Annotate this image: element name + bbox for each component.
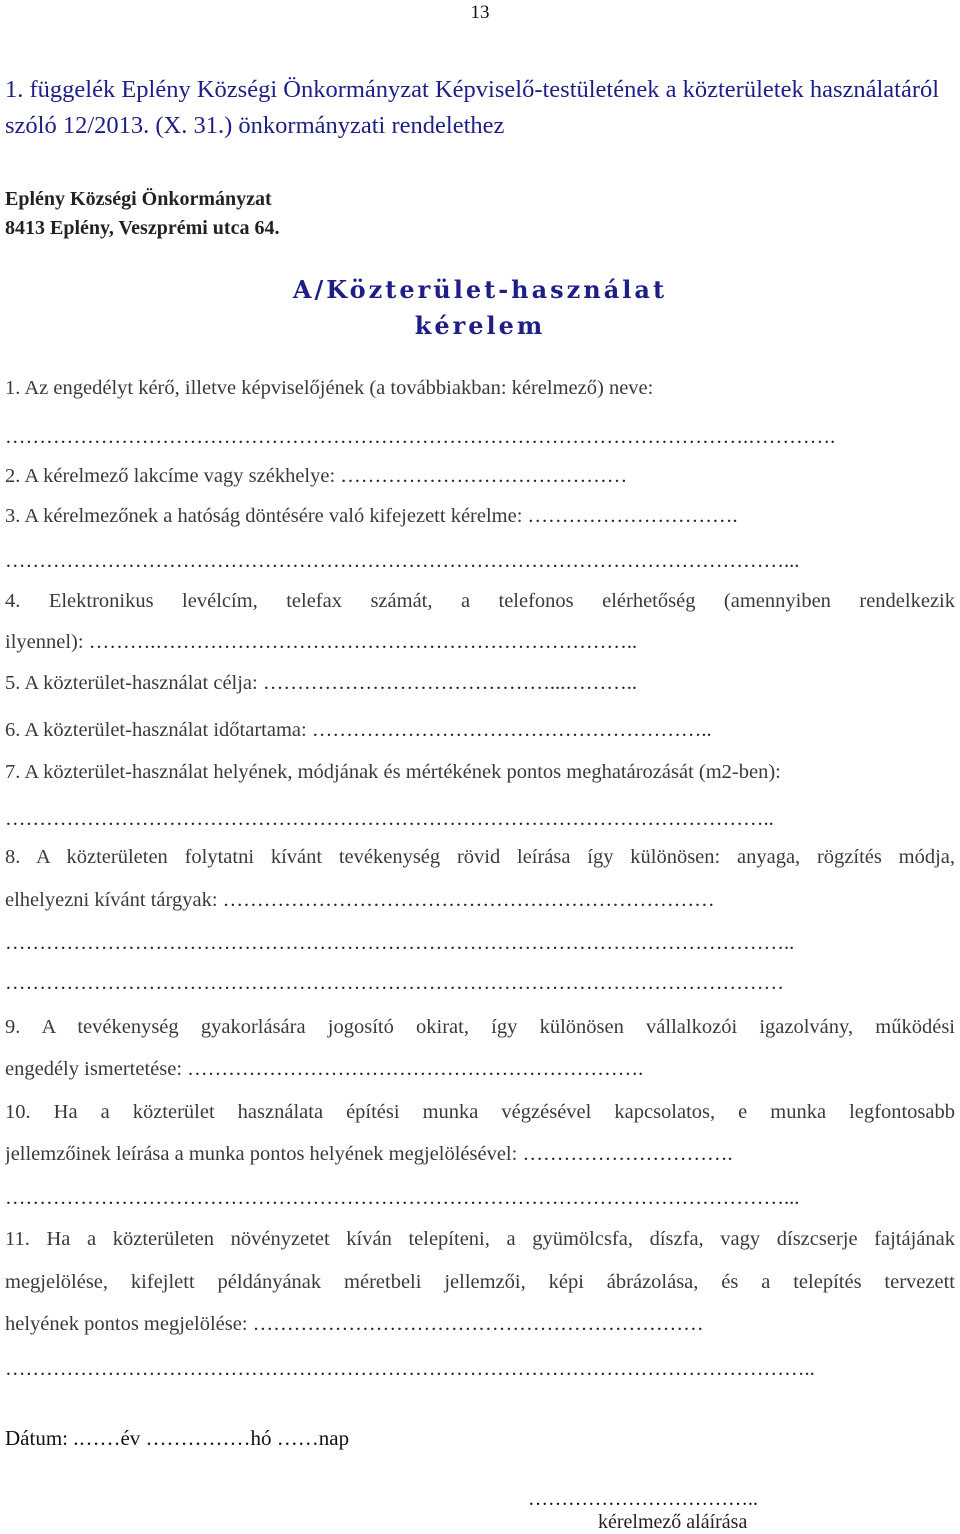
item-10-row [5, 1140, 955, 1168]
municipality-block [5, 185, 279, 243]
item-5-row [5, 669, 955, 697]
item-9-label-cont: engedély ismertetése: [5, 1058, 183, 1080]
item-4-field[interactable]: ……….…………………………………………………………….. [88, 631, 638, 653]
item-8-row [5, 886, 955, 914]
item-6-field[interactable]: ………………………………………………….. [311, 719, 712, 741]
item-11-field-cont[interactable]: ……………………………………………………………………………………………………….. [5, 1358, 815, 1380]
form-title-line1: A/Közterület-használat [292, 275, 668, 304]
item-3-row [5, 502, 955, 530]
item-6-label: 6. A közterület-használat időtartama: [5, 719, 307, 741]
page-number: 13 [470, 2, 490, 23]
form-title [0, 272, 960, 344]
item-1-label: 1. Az engedélyt kérő, illetve képviselőjének (a továbbiakban: kérelmező) neve: [5, 377, 654, 399]
item-10-label: 10. Ha a közterület használata építési munka végzésével kapcsolatos, e munka legfontosabb [5, 1101, 955, 1123]
item-2-field[interactable]: …………………………………… [340, 465, 628, 487]
item-3-field[interactable]: …………………………. [527, 505, 738, 527]
item-4-label-cont: ilyennel): [5, 631, 84, 653]
signature-line[interactable]: …………………………….. [528, 1488, 758, 1510]
item-8-label-cont: elhelyezni kívánt tárgyak: [5, 889, 218, 911]
item-11-row [5, 1310, 955, 1338]
item-3-label: 3. A kérelmezőnek a hatóság döntésére való kifejezett kérelme: [5, 505, 523, 527]
item-11-label: 11. Ha a közterületen növényzetet kíván telepíteni, a gyümölcsfa, díszfa, vagy díszcserje fajtájának [5, 1228, 955, 1250]
item-10-field[interactable]: …………………………. [522, 1143, 733, 1165]
item-11-field[interactable]: ………………………………………………………… [252, 1313, 704, 1335]
item-7-field[interactable]: ………………………………………………………………………………………………….. [5, 808, 774, 830]
item-10-field-cont[interactable]: ……………………………………………………………………………………………………... [5, 1187, 800, 1209]
item-5-field[interactable]: ……………………………………...……….. [262, 672, 637, 694]
form-title-line2: kérelem [414, 311, 546, 340]
appendix-heading: 1. függelék Eplény Községi Önkormányzat Képviselő-testületének a közterületek használatáról szóló 12/2013. (X. 31.) önkormányzati rendelethez [5, 76, 940, 139]
item-11-label-cont: megjelölése, kifejlett példányának méretbeli jellemzői, képi ábrázolása, és a telepítés tervezett [5, 1271, 955, 1293]
item-2-label: 2. A kérelmező lakcíme vagy székhelye: [5, 465, 336, 487]
item-9-label: 9. A tevékenység gyakorlására jogosító okirat, így különösen vállalkozói igazolvány, működési [5, 1016, 955, 1038]
item-8-field-cont[interactable]: …………………………………………………………………………………………………….. [5, 932, 795, 954]
item-2-row [5, 462, 955, 490]
item-9-row [5, 1055, 955, 1083]
item-6-row [5, 716, 955, 744]
item-3-field-cont[interactable]: ……………………………………………………………………………………………………... [5, 550, 800, 572]
item-8-field[interactable]: ……………………………………………………………… [222, 889, 715, 911]
item-11-label-cont2: helyének pontos megjelölése: [5, 1313, 248, 1335]
item-7-label: 7. A közterület-használat helyének, módjának és mértékének pontos meghatározását (m2-ben): [5, 761, 781, 783]
item-4-label: 4. Elektronikus levélcím, telefax számát, a telefonos elérhetőség (amennyiben rendelkezik [5, 590, 955, 612]
municipality-address: 8413 Eplény, Veszprémi utca 64. [5, 217, 280, 239]
item-1-field[interactable]: ……………………………………………………………………………………………….…………. [5, 426, 836, 448]
item-9-field[interactable]: …………………………………………………………. [187, 1058, 644, 1080]
item-8-label: 8. A közterületen folytatni kívánt tevékenység rövid leírása így különösen: anyaga, rögzítés módja, [5, 846, 955, 868]
item-5-label: 5. A közterület-használat célja: [5, 672, 258, 694]
date-field[interactable]: Dátum: .……év ……………hó ……nap [5, 1426, 350, 1450]
municipality-name: Eplény Községi Önkormányzat [5, 188, 272, 210]
item-8-field-cont2[interactable]: …………………………………………………………………………………………………… [5, 972, 784, 994]
item-4-row [5, 628, 955, 656]
item-10-label-cont: jellemzőinek leírása a munka pontos helyének megjelölésével: [5, 1143, 518, 1165]
signature-label: kérelmező aláírása [598, 1511, 748, 1533]
